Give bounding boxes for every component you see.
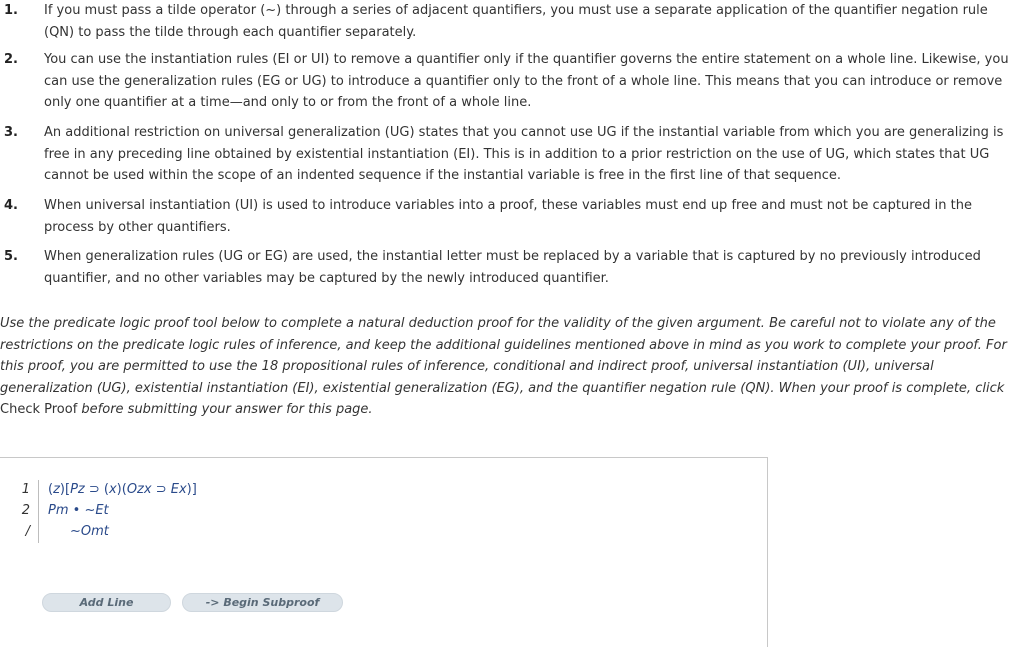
rule-text: When universal instantiation (UI) is used to introduce variables into a proof, these variables must end up free and must not be captured in the process by other quantifiers. [44,198,972,235]
begin-subproof-button[interactable]: -> Begin Subproof [182,593,343,612]
proof-tool-panel [0,457,768,647]
rule-number: 1. [4,3,18,18]
proof-line[interactable] [0,480,400,500]
line-number: 2 [21,503,30,518]
rule-number: 3. [4,125,18,140]
rule-text: If you must pass a tilde operator (~) through a series of adjacent quantifiers, you must use a separate application of the quantifier negation rule (QN) to pass the tilde through each quantifier separately. [44,3,988,40]
rule-number: 5. [4,249,18,264]
instructions-text: Use the predicate logic proof tool below to complete a natural deduction proof for the validity of the given argument. Be careful not to violate any of the restrictions on the predicate logic rules of inference, and keep the additional guidelines mentioned above in mind as you work to complete your proof. For this proof, you are permitted to use the 18 propositional rules of inference, conditional and indirect proof, universal instantiation (UI), universal generalization (UG), existential instantiation (EI), existential generalization (EG), and the quantifier negation rule (QN). When your proof is complete, click [0,316,1007,396]
proof-line[interactable] [0,501,400,521]
rule-text: An additional restriction on universal generalization (UG) states that you cannot use UG if the instantial variable from which you are generalizing is free in any preceding line obtained by existential instantiation (EI). This is in addition to a prior restriction on the use of UG, which states that UG cannot be used within the scope of an indented sequence if the instantial variable is free in the first line of that sequence. [44,125,1004,183]
rule-number: 2. [4,52,18,67]
premise-formula: Pm • ~Et [48,503,109,518]
line-number: 1 [21,482,30,497]
rule-text: When generalization rules (UG or EG) are used, the instantial letter must be replaced by a variable that is captured by no previously introduced quantifier, and no other variables may be captured by the newly introduced quantifier. [44,249,981,286]
proof-line[interactable] [0,522,400,542]
premise-formula: (z)[Pz ⊃ (x)(Ozx ⊃ Ex)] [48,482,197,497]
add-line-button[interactable]: Add Line [42,593,171,612]
conclusion-marker: / [25,524,30,539]
instructions-text-end: before submitting your answer for this page. [77,402,373,417]
instructions-paragraph [0,313,1010,421]
rule-number: 4. [4,198,18,213]
conclusion-formula: ~Omt [70,524,109,539]
check-proof-reference: Check Proof [0,402,78,417]
rule-text: You can use the instantiation rules (EI or UI) to remove a quantifier only if the quantifier governs the entire statement on a whole line. Likewise, you can use the generalization rules (EG or UG) to introduce a quantifier only to the front of a whole line. This means that you can introduce or remove only one quantifier at a time—and only to or from the front of a whole line. [44,52,1009,110]
